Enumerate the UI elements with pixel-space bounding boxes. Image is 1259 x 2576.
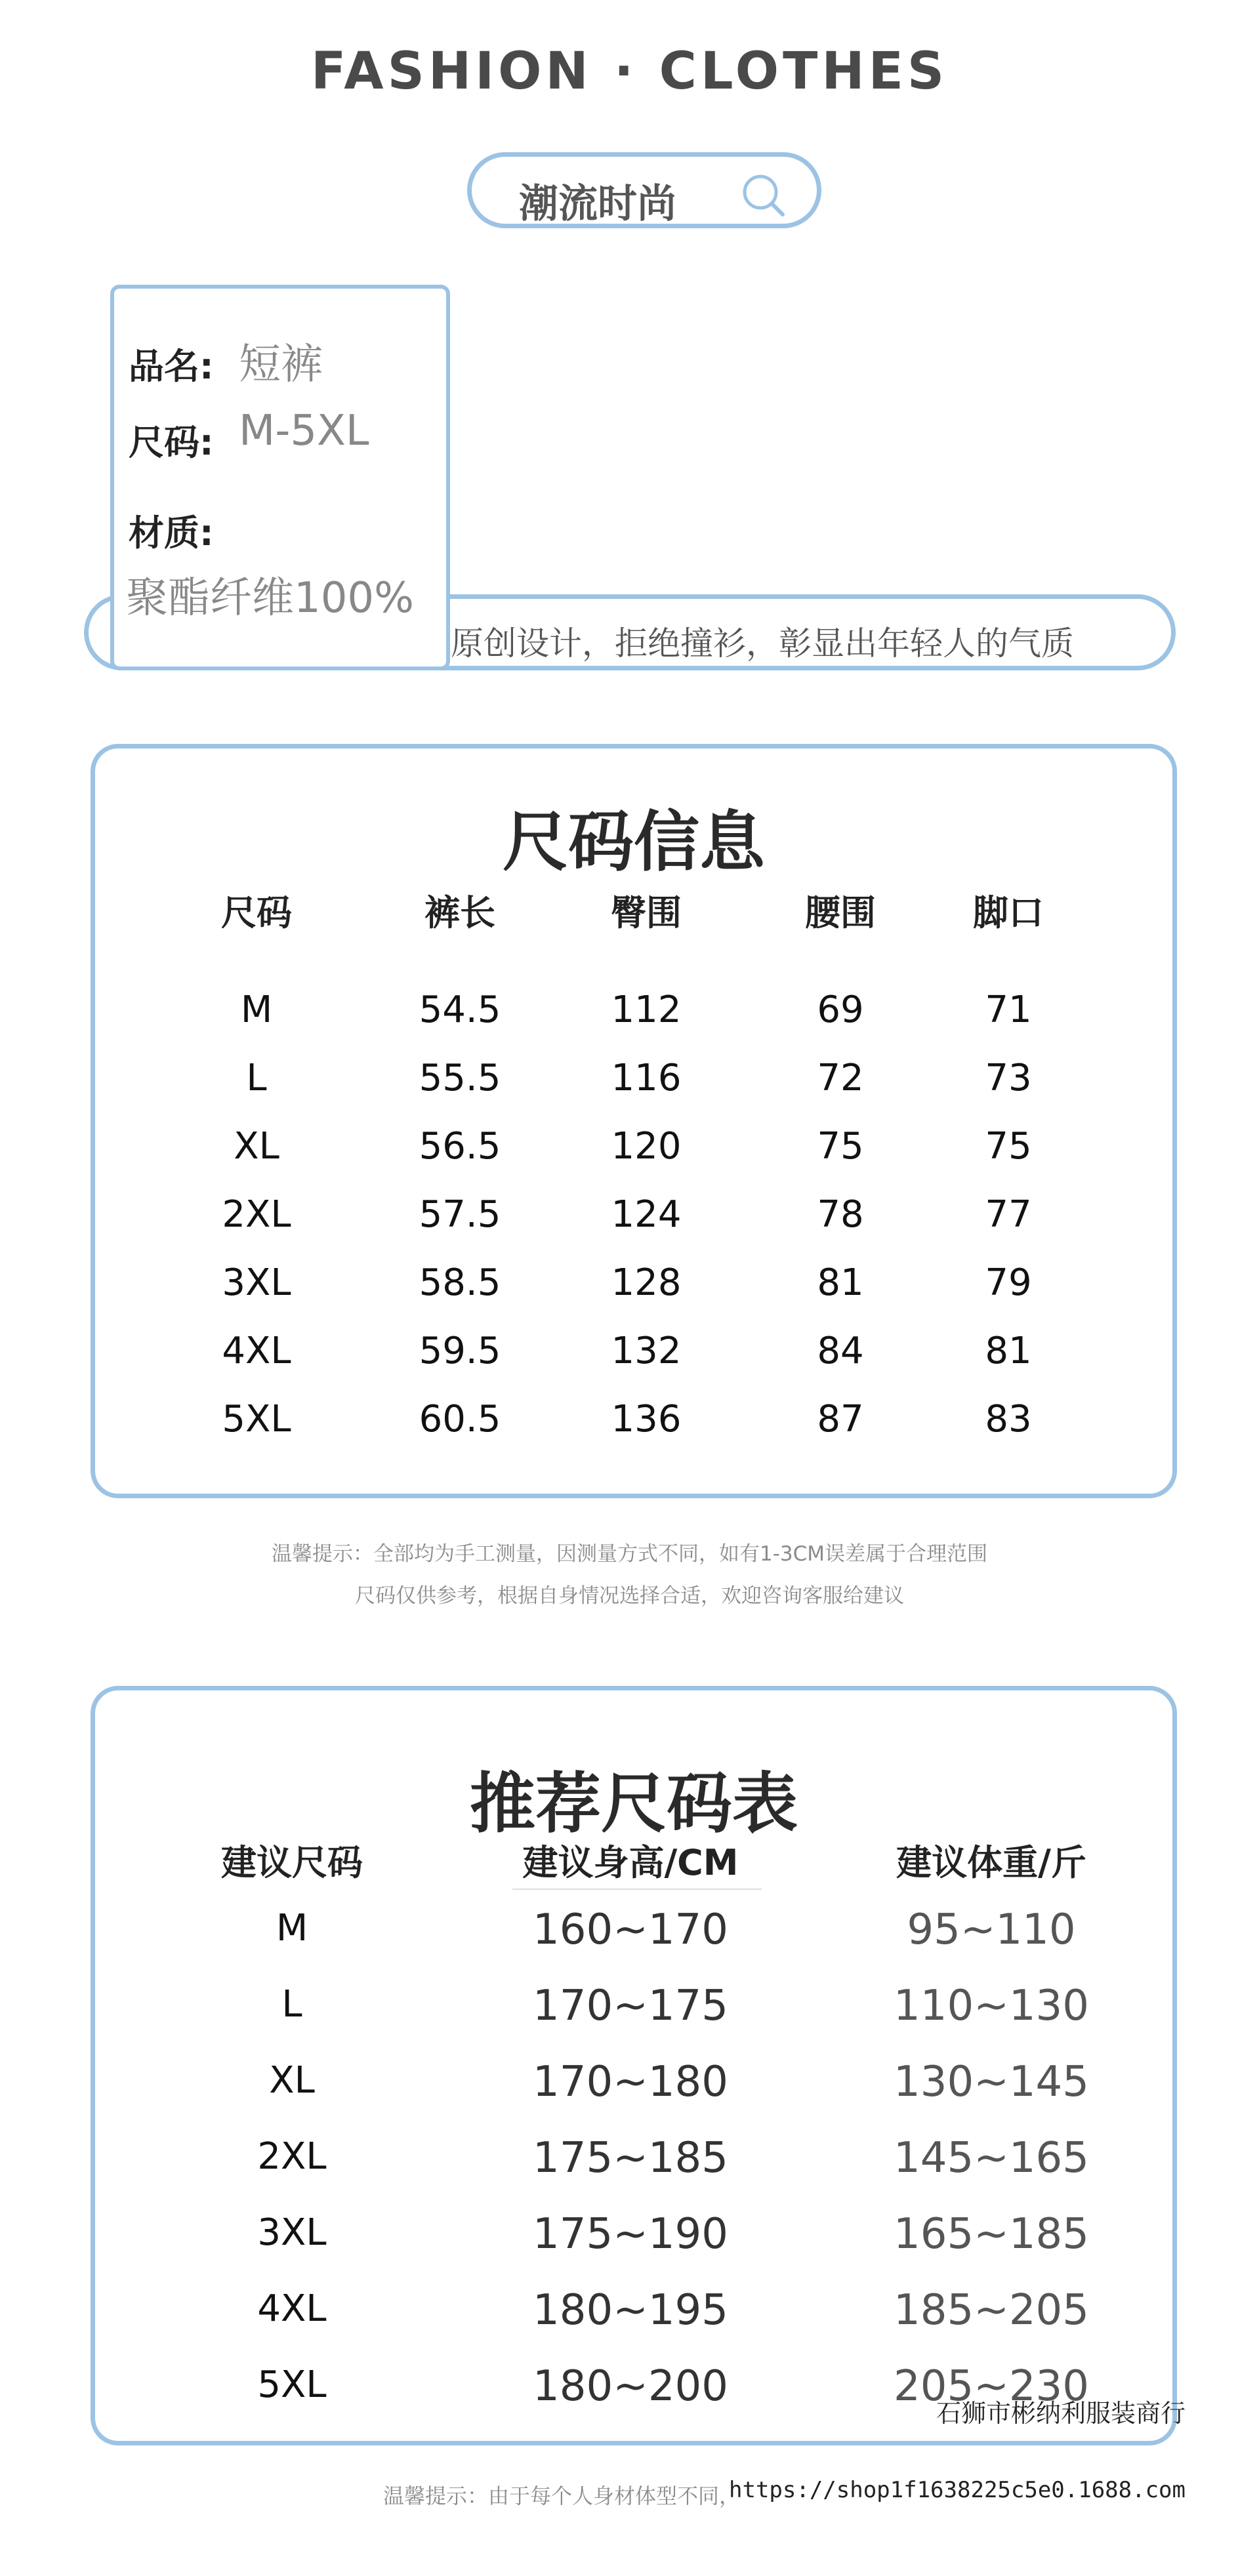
recommend-cell-r4-c0: 3XL xyxy=(257,2211,327,2254)
recommend-cell-r2-c0: XL xyxy=(269,2059,315,2102)
size-cell-r3-c4: 77 xyxy=(985,1193,1032,1236)
recommend-cell-r2-c2: 130~145 xyxy=(894,2058,1089,2106)
size-header-4: 脚口 xyxy=(973,892,1044,933)
size-header-1: 裤长 xyxy=(424,892,495,933)
recommend-cell-r3-c2: 145~165 xyxy=(894,2134,1089,2182)
recommend-header-0: 建议尺码 xyxy=(221,1842,363,1883)
size-cell-r4-c4: 79 xyxy=(985,1261,1032,1304)
page-title: FASHION · CLOTHES xyxy=(310,42,949,101)
recommend-cell-r1-c2: 110~130 xyxy=(894,1982,1089,2030)
size-cell-r6-c1: 60.5 xyxy=(419,1398,501,1441)
recommend-cell-r6-c0: 5XL xyxy=(257,2363,327,2406)
size-cell-r0-c3: 69 xyxy=(817,989,864,1031)
size-cell-r6-c2: 136 xyxy=(611,1398,682,1441)
size-note-line2: 尺码仅供参考，根据自身情况选择合适，欢迎咨询客服给建议 xyxy=(355,1584,904,1608)
size-cell-r5-c2: 132 xyxy=(611,1330,682,1372)
size-cell-r3-c1: 57.5 xyxy=(419,1193,501,1236)
product-name-label: 品名: xyxy=(129,346,214,387)
size-cell-r1-c4: 73 xyxy=(985,1057,1032,1099)
size-cell-r2-c3: 75 xyxy=(817,1125,864,1168)
size-cell-r5-c4: 81 xyxy=(985,1330,1032,1372)
recommend-cell-r1-c0: L xyxy=(281,1983,302,2026)
product-info-box xyxy=(110,285,450,670)
recommend-cell-r5-c0: 4XL xyxy=(257,2287,327,2330)
product-material-value: 聚酯纤维100% xyxy=(126,574,414,623)
recommend-cell-r6-c1: 180~200 xyxy=(533,2362,728,2411)
size-cell-r1-c3: 72 xyxy=(817,1057,864,1099)
size-cell-r5-c1: 59.5 xyxy=(419,1330,501,1372)
size-info-panel xyxy=(91,744,1177,1498)
recommend-cell-r6-c2: 205~230 xyxy=(894,2362,1089,2411)
recommend-title: 推荐尺码表 xyxy=(470,1765,798,1842)
recommend-cell-r5-c2: 185~205 xyxy=(894,2286,1089,2335)
size-cell-r5-c3: 84 xyxy=(817,1330,864,1372)
size-cell-r2-c0: XL xyxy=(234,1125,279,1168)
size-cell-r6-c3: 87 xyxy=(817,1398,864,1441)
slogan-text: 原创设计，拒绝撞衫，彰显出年轻人的气质 xyxy=(451,624,1074,663)
shop-url-watermark: https://shop1f1638225c5e0.1688.com xyxy=(729,2477,1186,2503)
size-cell-r3-c3: 78 xyxy=(817,1193,864,1236)
pill-text: 潮流时尚 xyxy=(519,181,676,227)
shop-name-watermark: 石狮市彬纳利服装商行 xyxy=(936,2399,1186,2428)
size-cell-r0-c1: 54.5 xyxy=(419,989,501,1031)
size-cell-r3-c2: 124 xyxy=(611,1193,682,1236)
size-cell-r4-c1: 58.5 xyxy=(419,1261,501,1304)
size-cell-r5-c0: 4XL xyxy=(222,1330,291,1372)
size-cell-r4-c0: 3XL xyxy=(222,1261,291,1304)
recommend-header-1: 建议身高/CM xyxy=(522,1842,739,1883)
size-cell-r1-c2: 116 xyxy=(611,1057,682,1099)
size-note-line1: 温馨提示：全部均为手工测量，因测量方式不同，如有1-3CM误差属于合理范围 xyxy=(271,1542,988,1566)
recommend-header-2: 建议体重/斤 xyxy=(896,1842,1086,1883)
size-cell-r4-c2: 128 xyxy=(611,1261,682,1304)
size-cell-r0-c2: 112 xyxy=(611,989,682,1031)
recommend-cell-r3-c1: 175~185 xyxy=(533,2134,728,2182)
size-cell-r2-c1: 56.5 xyxy=(419,1125,501,1168)
recommend-cell-r3-c0: 2XL xyxy=(257,2135,327,2178)
recommend-panel xyxy=(91,1686,1177,2445)
recommend-cell-r4-c2: 165~185 xyxy=(894,2210,1089,2259)
recommend-bottom-note: 温馨提示：由于每个人身材体型不同， xyxy=(383,2484,741,2508)
size-cell-r1-c0: L xyxy=(246,1057,267,1099)
recommend-cell-r0-c1: 160~170 xyxy=(533,1906,728,1954)
product-name-value: 短裤 xyxy=(239,340,323,389)
size-cell-r6-c4: 83 xyxy=(985,1398,1032,1441)
size-cell-r3-c0: 2XL xyxy=(222,1193,291,1236)
size-cell-r6-c0: 5XL xyxy=(222,1398,291,1441)
size-cell-r1-c1: 55.5 xyxy=(419,1057,501,1099)
size-cell-r2-c4: 75 xyxy=(985,1125,1032,1168)
size-cell-r0-c0: M xyxy=(240,989,273,1031)
recommend-cell-r1-c1: 170~175 xyxy=(533,1982,728,2030)
size-header-2: 臀围 xyxy=(611,892,682,933)
size-cell-r4-c3: 81 xyxy=(817,1261,864,1304)
recommend-cell-r0-c0: M xyxy=(276,1907,308,1950)
size-info-title: 尺码信息 xyxy=(503,804,765,880)
product-material-label: 材质: xyxy=(129,512,214,554)
header-underline xyxy=(512,1889,762,1890)
product-size-label: 尺码: xyxy=(129,422,214,463)
size-header-3: 腰围 xyxy=(805,892,876,933)
recommend-cell-r0-c2: 95~110 xyxy=(907,1906,1076,1954)
recommend-cell-r5-c1: 180~195 xyxy=(533,2286,728,2335)
size-cell-r0-c4: 71 xyxy=(985,989,1032,1031)
size-header-0: 尺码 xyxy=(221,892,292,933)
trend-pill xyxy=(467,152,821,228)
recommend-cell-r2-c1: 170~180 xyxy=(533,2058,728,2106)
recommend-cell-r4-c1: 175~190 xyxy=(533,2210,728,2259)
size-cell-r2-c2: 120 xyxy=(611,1125,682,1168)
product-size-value: M-5XL xyxy=(239,407,369,455)
search-icon xyxy=(739,171,787,218)
